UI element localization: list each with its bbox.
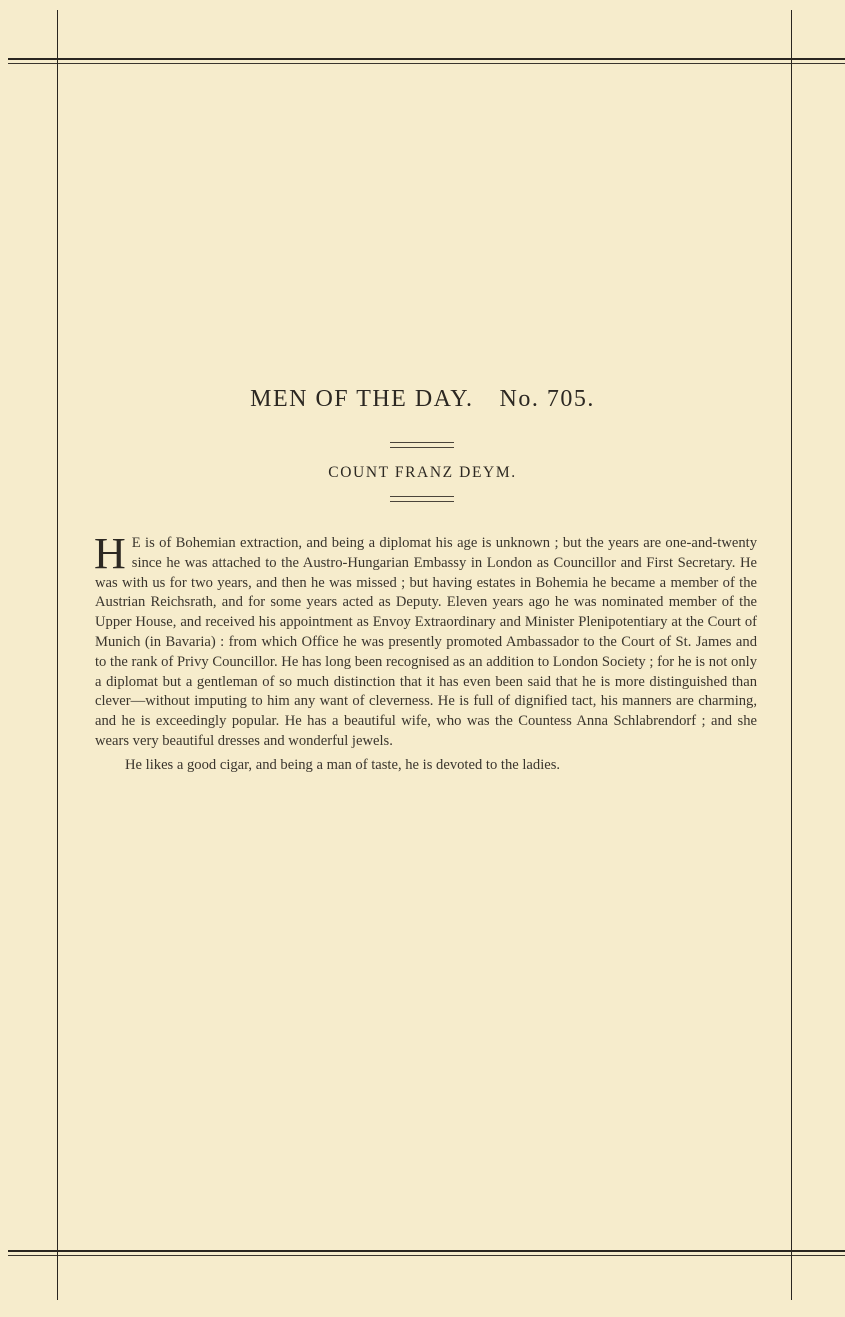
top-border-rule [8,58,845,60]
drop-cap: H [94,529,126,578]
ornamental-rule-lower [390,496,454,502]
ornamental-rule-upper [390,442,454,448]
series-title: MEN OF THE DAY. [250,386,474,412]
article-paragraph-1 [94,529,757,752]
subject-name: COUNT FRANZ DEYM. [328,464,517,481]
right-border-rule [791,10,792,1300]
article-paragraph-2: He likes a good cigar, and being a man of taste, he is devoted to the ladies. [125,756,561,773]
page-title [0,386,845,413]
paragraph-1-text: E is of Bohemian extraction, and being a diplomat his age is unknown ; but the years are one-and-twenty since he was attached to the Austro-Hungarian Embassy in London as Councillor and First Secretary. He was with us for two years, and then he was missed ; but having estates in Bohemia he became a member of the Austrian Reichsrath, and for some years acted as Deputy. Eleven years ago he was nominated member of the Upper House, and received his appointment as Envoy Extraordinary and Minister Plenipotentiary at the Court of Munich (in Bavaria) : from which Office he was presently promoted Ambassador to the Court of St. James and to the rank of Privy Councillor. He has long been recognised as an addition to London Society ; for he is not only a diplomat but a gentleman of so much distinction that it has even been said that he is more distinguished than clever—without imputing to him any want of cleverness. He is full of dignified tact, his manners are charming, and he is exceedingly popular. He has a beautiful wife, who was the Countess Anna Schlabrendorf ; and she wears very beautiful dresses and wonderful jewels. [95,535,757,749]
bottom-border-rule [8,1250,845,1252]
left-border-rule [57,10,58,1300]
article-body [94,529,757,776]
issue-number: No. 705. [499,386,595,412]
